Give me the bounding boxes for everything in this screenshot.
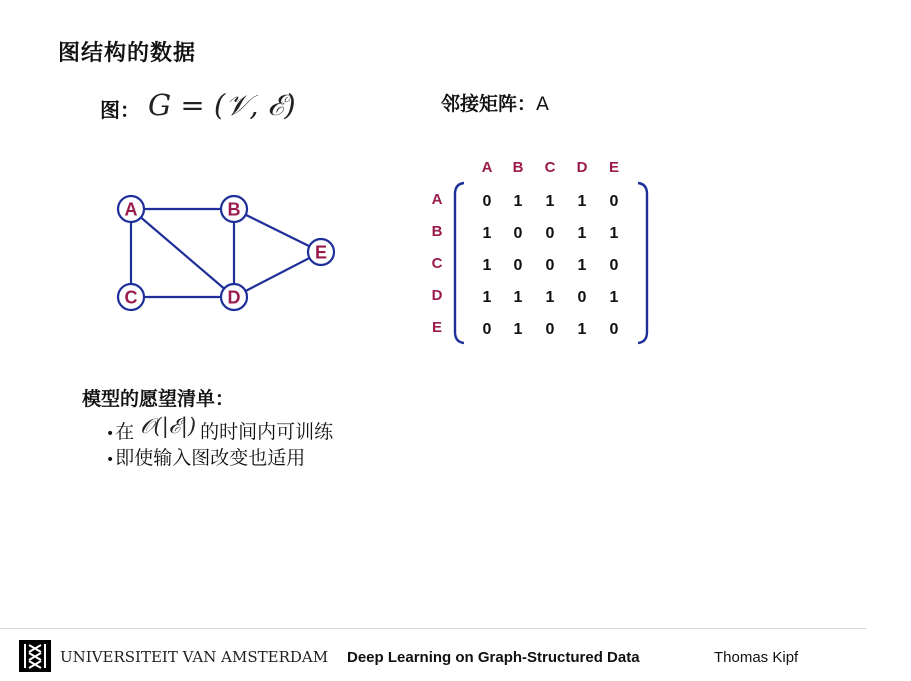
uva-logo-icon (19, 640, 51, 672)
wishlist-item-1-suffix: 的时间内可训练 (200, 421, 334, 443)
matrix-cell: 1 (577, 193, 587, 210)
graph-node-label: D (227, 287, 241, 308)
matrix-cell: 1 (513, 193, 523, 210)
matrix-row-header: C (431, 255, 443, 272)
matrix-label-text: 邻接矩阵： (441, 93, 537, 115)
graph-node-label: B (227, 199, 241, 220)
wishlist-item-1-prefix: 在 (115, 421, 135, 443)
wishlist (106, 414, 334, 472)
graph-node-label: C (124, 287, 138, 308)
matrix-cell: 0 (577, 289, 587, 306)
bullet: • (106, 452, 115, 468)
matrix-cell: 1 (577, 257, 587, 274)
adjacency-matrix (420, 150, 660, 350)
matrix-cell: 0 (482, 193, 492, 210)
bullet: • (106, 426, 115, 442)
graph-edge-d-e (234, 252, 321, 297)
matrix-cell: 0 (545, 225, 555, 242)
slide-title: 图结构的数据 (58, 41, 197, 66)
matrix-col-header: C (544, 159, 556, 176)
matrix-cell: 1 (545, 193, 555, 210)
matrix-cell: 0 (609, 193, 619, 210)
wishlist-item-2: 即使输入图改变也适用 (115, 447, 306, 469)
graph-formula: G = (𝒱, ℰ) (148, 88, 296, 122)
matrix-cell: 1 (545, 289, 555, 306)
matrix-cell: 1 (577, 225, 587, 242)
matrix-left-bracket (455, 183, 464, 343)
wishlist-item (106, 414, 334, 445)
matrix-cell: 0 (609, 321, 619, 338)
talk-title: Deep Learning on Graph-Structured Data (347, 649, 640, 666)
matrix-cell: 0 (545, 257, 555, 274)
matrix-cell: 1 (609, 289, 619, 306)
matrix-row-header: A (431, 191, 443, 208)
graph-diagram (100, 180, 350, 325)
footer-divider (0, 628, 866, 629)
matrix-col-header: B (512, 159, 524, 176)
graph-node-label: A (124, 199, 138, 220)
matrix-cell: 1 (513, 289, 523, 306)
matrix-cell: 1 (513, 321, 523, 338)
matrix-cell: 1 (482, 257, 492, 274)
matrix-cell: 0 (545, 321, 555, 338)
matrix-col-header: E (608, 159, 620, 176)
matrix-cell: 1 (482, 225, 492, 242)
matrix-row-header: B (431, 223, 443, 240)
matrix-right-bracket (638, 183, 647, 343)
matrix-cell: 0 (482, 321, 492, 338)
matrix-col-header: D (576, 159, 588, 176)
matrix-cell: 1 (577, 321, 587, 338)
author-name: Thomas Kipf (714, 649, 799, 666)
wishlist-title: 模型的愿望清单： (82, 388, 235, 410)
wishlist-item (106, 445, 333, 472)
matrix-row-header: D (431, 287, 443, 304)
adjacency-matrix-label (441, 89, 549, 116)
matrix-symbol: A (536, 93, 550, 115)
graph-label: 图： (100, 98, 140, 122)
graph-edge-b-e (234, 209, 321, 252)
matrix-cell: 1 (609, 225, 619, 242)
graph-edge-a-d (131, 209, 234, 297)
matrix-cell: 0 (513, 225, 523, 242)
graph-node-label: E (314, 242, 328, 263)
university-name: UNIVERSITEIT VAN AMSTERDAM (60, 648, 329, 666)
matrix-row-header: E (431, 319, 443, 336)
matrix-col-header: A (481, 159, 493, 176)
matrix-cell: 0 (609, 257, 619, 274)
matrix-cell: 0 (513, 257, 523, 274)
complexity-formula: 𝒪(|ℰ|) (140, 414, 197, 438)
matrix-cell: 1 (482, 289, 492, 306)
